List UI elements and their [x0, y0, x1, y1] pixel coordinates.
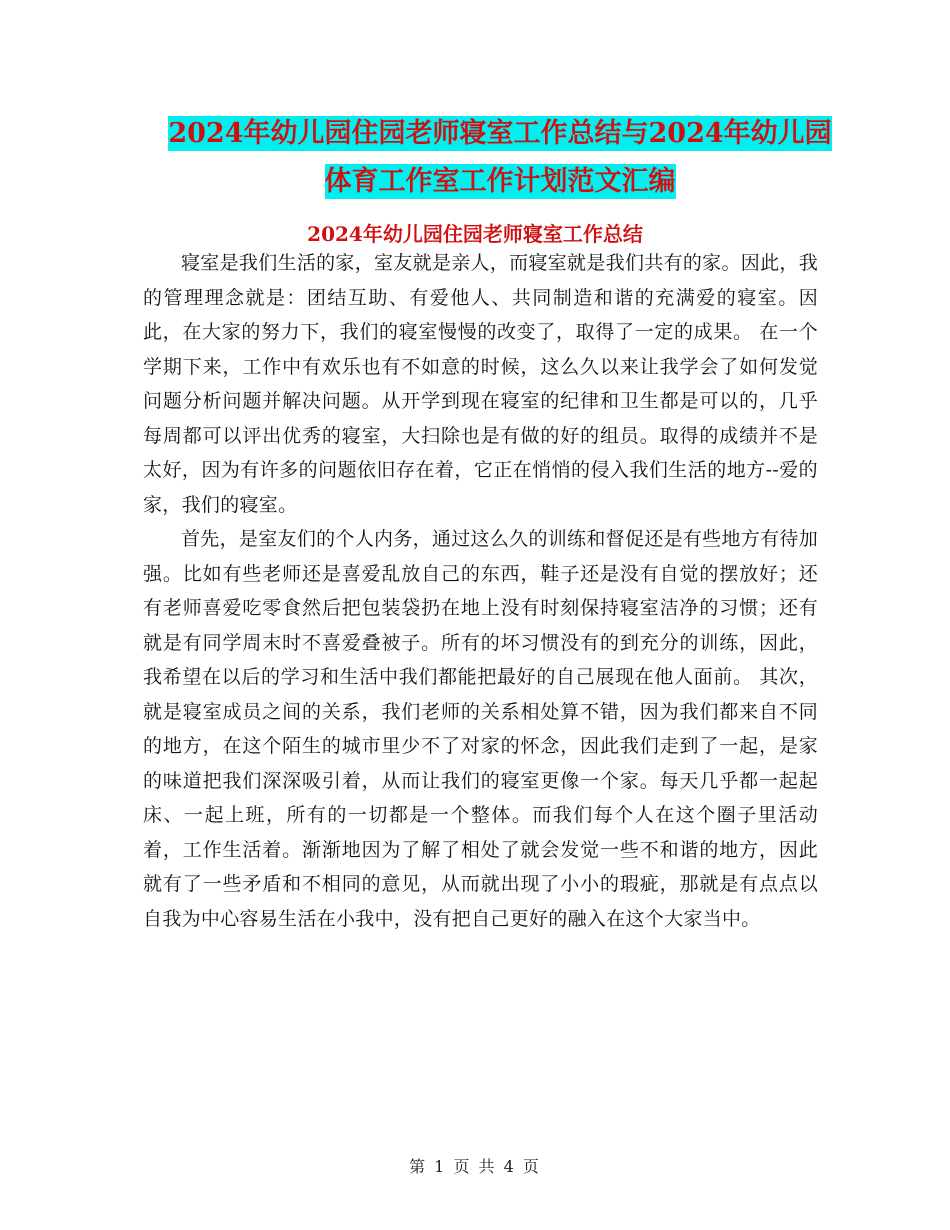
document-title-line-2: 体育工作室工作计划范文汇编 [324, 166, 676, 197]
document-title-line-1: 2024年幼儿园住园老师寝室工作总结与2024年幼儿园 [168, 118, 832, 149]
paragraph-2: 首先，是室友们的个人内务，通过这么久的训练和督促还是有些地方有待加强。比如有些老师还是喜爱乱放自己的东西，鞋子还是没有自觉的摆放好；还有老师喜爱吃零食然后把包装袋扔在地上没有时刻保持寝室洁净的习惯；还有就是有同学周末时不喜爱叠被子。所有的坏习惯没有的到充分的训练，因此，我希望在以后的学习和生活中我们都能把最好的自己展现在他人面前。 其次，就是寝室成员之间的关系，我们老师的关系相处算不错，因为我们都来自不同的地方，在这个陌生的城市里少不了对家的怀念，因此我们走到了一起，是家的味道把我们深深吸引着，从而让我们的寝室更像一个家。每天几乎都一起起床、一起上班，所有的一切都是一个整体。而我们每个人在这个圈子里活动着，工作生活着。渐渐地因为了解了相处了就会发觉一些不和谐的地方，因此就有了一些矛盾和不相同的意见，从而就出现了小小的瑕疵，那就是有点点以自我为中心容易生活在小我中，没有把自己更好的融入在这个大家当中。 [143, 528, 818, 930]
section-title: 2024年幼儿园住园老师寝室工作总结 [307, 222, 643, 246]
paragraph-1: 寝室是我们生活的家，室友就是亲人，而寝室就是我们共有的家。因此，我的管理理念就是：团结互助、有爱他人、共同制造和谐的充满爱的寝室。因此，在大家的努力下，我们的寝室慢慢的改变了，取得了一定的成果。 在一个学期下来，工作中有欢乐也有不如意的时候，这么久以来让我学会了如何发觉问题分析问题并解决问题。从开学到现在寝室的纪律和卫生都是可以的，几乎每周都可以评出优秀的寝室，大扫除也是有做的好的组员。取得的成绩并不是太好，因为有许多的问题依旧存在着，它正在悄悄的侵入我们生活的地方--爱的家，我们的寝室。 [143, 252, 818, 516]
page-footer: 第 1 页 共 4 页 [409, 1157, 541, 1176]
document-body [143, 246, 818, 936]
document-title [140, 110, 860, 206]
